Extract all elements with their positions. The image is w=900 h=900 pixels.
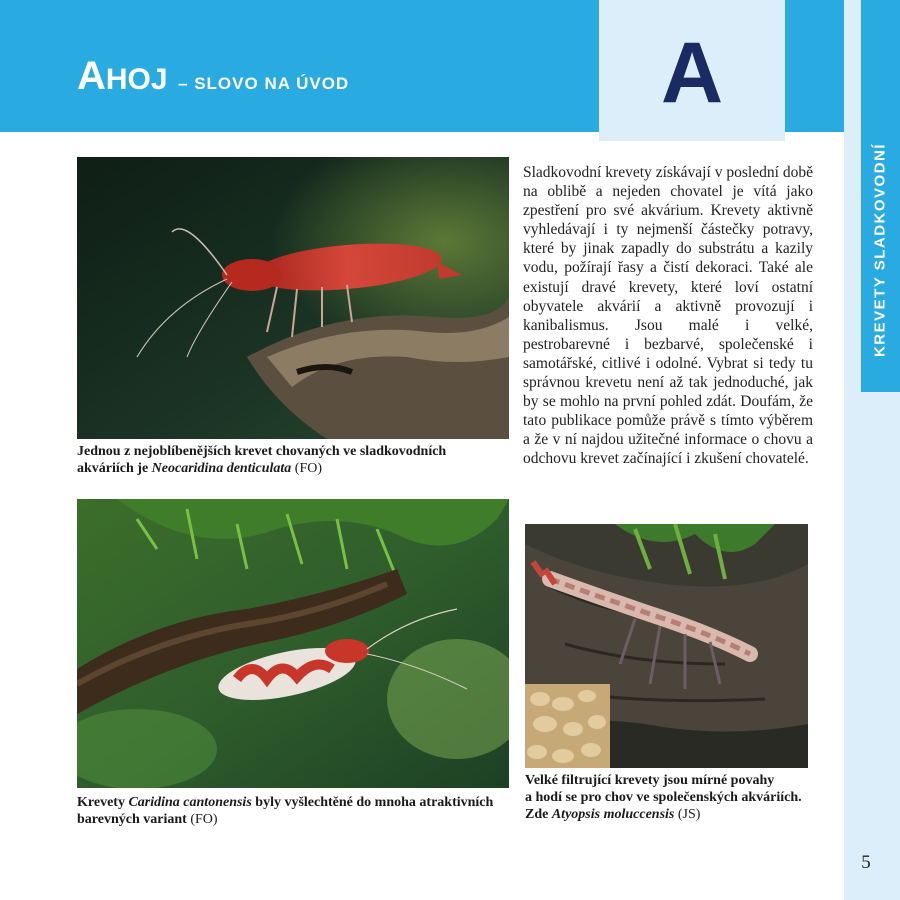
title-initial: A (77, 54, 106, 98)
caption-photo-3 (525, 772, 825, 823)
chapter-tab-label: KREVETY SLADKOVODNÍ (871, 142, 889, 358)
species-name: Caridina cantonensis (128, 795, 252, 810)
caption-3-line-1: Velké filtrující krevety jsou mírné povahy (525, 773, 775, 788)
photo-crystal-shrimp (77, 499, 509, 788)
chapter-letter: A (660, 25, 724, 121)
caption-2-line-1: Krevety Caridina cantonensis byly vyšlechtěné do mnoha atraktivních (77, 795, 494, 810)
species-name: Neocaridina denticulata (151, 461, 292, 476)
chapter-letter-box (599, 0, 785, 141)
species-name: Atyopsis moluccensis (551, 807, 675, 822)
caption-2-line-2: barevných variant (FO) (77, 812, 218, 827)
caption-1-line-1: Jednou z nejoblíbenějších krevet chovaných ve sladkovodních (77, 444, 447, 459)
title-rest: HOJ (105, 63, 168, 96)
caption-3-line-2: a hodí se pro chov ve společenských akváriích. (525, 790, 802, 805)
title-subtitle: – SLOVO NA ÚVOD (178, 74, 350, 93)
caption-3-line-3: Zde Atyopsis moluccensis (JS) (525, 807, 701, 822)
caption-photo-1 (77, 443, 517, 477)
page-title (77, 54, 349, 99)
caption-1-line-2: akváriích je Neocaridina denticulata (FO) (77, 461, 323, 476)
page-number: 5 (861, 852, 871, 873)
photo-filter-shrimp (525, 524, 808, 768)
photo-red-shrimp (77, 157, 509, 439)
caption-photo-2 (77, 794, 527, 828)
intro-paragraph: Sladkovodní krevety získávají v poslední době na oblibě a nejeden chovatel je vítá jako zpestření pro své akvárium. Krevety aktivně vyhledávají i ty nejmenší částečky potravy, které by jinak zapadly do substrátu a kazily vodu, požírají řasy a čistí dekoraci. Také ale existují dravé krevety, které loví ostatní obyvatele akvárií a aktivně provozují i kanibalismus. Jsou malé i velké, pestrobarevné i bezbarvé, společenské i samotářské, citlivé i odolné. Vybrat si tedy tu správnou krevetu není až tak jednoduché, jak by se mohlo na první pohled zdát. Doufám, že tato publikace pomůže právě s tímto výběrem a že v ní najdou užitečné informace o chovu a odchovu krevet začínající i zkušení chovatelé. (523, 164, 813, 468)
